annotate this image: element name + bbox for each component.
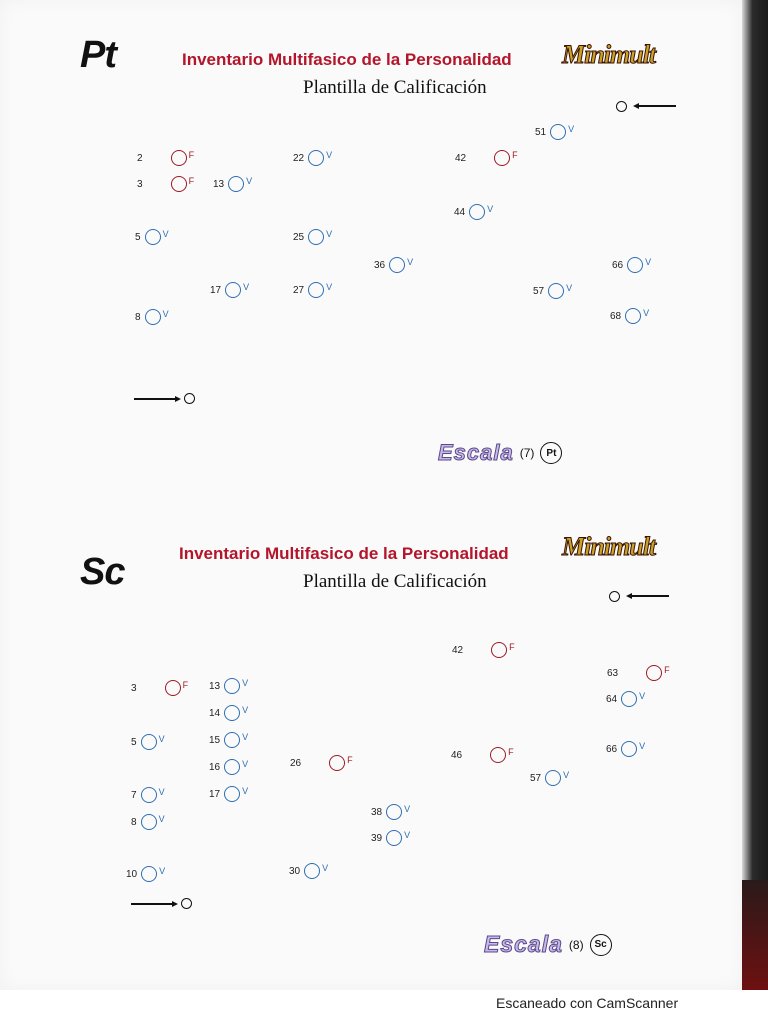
scoring-item bbox=[135, 227, 169, 247]
item-number: 5 bbox=[131, 736, 137, 748]
answer-circle bbox=[646, 665, 662, 681]
escala-block bbox=[484, 931, 612, 958]
marker-circle bbox=[616, 101, 627, 112]
scale-code-heading: Sc bbox=[80, 551, 125, 593]
item-number: 13 bbox=[213, 178, 225, 190]
scoring-item bbox=[452, 640, 515, 660]
item-number: 42 bbox=[455, 152, 467, 164]
scoring-item bbox=[610, 306, 649, 326]
answer-key-letter: V bbox=[158, 814, 165, 824]
answer-key-letter: V bbox=[326, 150, 333, 160]
scoring-item bbox=[209, 730, 248, 750]
answer-circle bbox=[224, 678, 240, 694]
item-number: 66 bbox=[612, 259, 624, 271]
scoring-item bbox=[371, 802, 410, 822]
scoring-item bbox=[209, 757, 248, 777]
scoring-item bbox=[293, 148, 332, 168]
answer-key-letter: V bbox=[645, 257, 652, 267]
answer-circle bbox=[224, 759, 240, 775]
answer-circle bbox=[386, 804, 402, 820]
answer-key-letter: V bbox=[639, 691, 646, 701]
arrow-line bbox=[134, 398, 175, 400]
scoring-item bbox=[137, 148, 194, 168]
scanner-footer: Escaneado con CamScanner bbox=[496, 995, 679, 1011]
scoring-item bbox=[533, 281, 572, 301]
answer-key-letter: V bbox=[326, 282, 333, 292]
answer-key-letter: V bbox=[566, 283, 573, 293]
answer-circle bbox=[491, 642, 507, 658]
scoring-item bbox=[455, 148, 518, 168]
answer-circle bbox=[141, 866, 157, 882]
escala-code-badge: Sc bbox=[590, 934, 612, 956]
answer-key-letter: F bbox=[188, 176, 195, 186]
scoring-item bbox=[289, 861, 328, 881]
answer-key-letter: V bbox=[243, 282, 250, 292]
answer-circle bbox=[308, 150, 324, 166]
answer-key-letter: V bbox=[639, 741, 646, 751]
inventory-title: Inventario Multifasico de la Personalidad bbox=[182, 50, 512, 69]
page-edge-red bbox=[742, 880, 768, 990]
scoring-item bbox=[209, 703, 248, 723]
marker-circle bbox=[609, 591, 620, 602]
answer-circle bbox=[145, 309, 161, 325]
answer-key-letter: V bbox=[242, 732, 249, 742]
scoring-item bbox=[606, 739, 645, 759]
item-number: 63 bbox=[607, 667, 619, 679]
scoring-item bbox=[535, 122, 574, 142]
answer-key-letter: F bbox=[509, 642, 515, 652]
answer-key-letter: V bbox=[404, 830, 411, 840]
answer-circle bbox=[389, 257, 405, 273]
answer-key-letter: V bbox=[643, 308, 650, 318]
escala-label: Escala bbox=[438, 440, 514, 465]
arrow-line bbox=[632, 595, 669, 597]
item-number: 13 bbox=[209, 680, 221, 692]
answer-key-letter: F bbox=[188, 150, 195, 160]
answer-key-letter: V bbox=[242, 678, 249, 688]
answer-circle bbox=[228, 176, 244, 192]
answer-circle bbox=[145, 229, 161, 245]
item-number: 8 bbox=[131, 816, 137, 828]
answer-circle bbox=[627, 257, 643, 273]
item-number: 36 bbox=[374, 259, 386, 271]
answer-key-letter: V bbox=[322, 863, 329, 873]
scoring-item bbox=[290, 753, 353, 773]
item-number: 7 bbox=[131, 789, 137, 801]
marker-circle bbox=[184, 393, 195, 404]
scoring-item bbox=[607, 663, 670, 683]
answer-circle bbox=[548, 283, 564, 299]
answer-circle bbox=[224, 705, 240, 721]
answer-circle bbox=[224, 732, 240, 748]
scoring-item bbox=[131, 785, 165, 805]
arrow-line bbox=[639, 105, 676, 107]
scoring-item bbox=[131, 812, 165, 832]
answer-circle bbox=[625, 308, 641, 324]
item-number: 51 bbox=[535, 126, 547, 138]
answer-circle bbox=[621, 741, 637, 757]
answer-key-letter: V bbox=[404, 804, 411, 814]
answer-key-letter: F bbox=[512, 150, 518, 160]
answer-circle bbox=[308, 229, 324, 245]
scoring-item bbox=[371, 828, 410, 848]
answer-key-letter: V bbox=[407, 257, 414, 267]
answer-key-letter: F bbox=[182, 680, 189, 690]
answer-circle bbox=[141, 734, 157, 750]
answer-circle bbox=[304, 863, 320, 879]
escala-label: Escala bbox=[484, 931, 563, 957]
item-number: 26 bbox=[290, 757, 302, 769]
item-number: 3 bbox=[137, 178, 143, 190]
item-number: 38 bbox=[371, 806, 383, 818]
answer-key-letter: V bbox=[242, 786, 249, 796]
answer-circle bbox=[386, 830, 402, 846]
item-number: 64 bbox=[606, 693, 618, 705]
answer-key-letter: V bbox=[158, 734, 165, 744]
item-number: 30 bbox=[289, 865, 301, 877]
answer-circle bbox=[141, 787, 157, 803]
answer-circle bbox=[469, 204, 485, 220]
template-subtitle: Plantilla de Calificación bbox=[303, 571, 487, 592]
answer-key-letter: V bbox=[326, 229, 333, 239]
scoring-item bbox=[451, 745, 514, 765]
item-number: 16 bbox=[209, 761, 221, 773]
scoring-item bbox=[612, 255, 651, 275]
scoring-item bbox=[209, 784, 248, 804]
answer-circle bbox=[494, 150, 510, 166]
answer-key-letter: V bbox=[158, 787, 165, 797]
answer-circle bbox=[308, 282, 324, 298]
answer-key-letter: V bbox=[568, 124, 575, 134]
answer-key-letter: V bbox=[242, 705, 249, 715]
item-number: 2 bbox=[137, 152, 143, 164]
answer-key-letter: V bbox=[487, 204, 494, 214]
marker-circle bbox=[181, 898, 192, 909]
item-number: 3 bbox=[131, 682, 137, 694]
scoring-item bbox=[213, 174, 252, 194]
scoring-item bbox=[209, 676, 248, 696]
scoring-item bbox=[530, 768, 569, 788]
answer-circle bbox=[225, 282, 241, 298]
answer-key-letter: F bbox=[347, 755, 353, 765]
minimult-logo: Minimult bbox=[562, 40, 656, 69]
scoring-item bbox=[210, 280, 249, 300]
scoring-item bbox=[131, 678, 188, 698]
scoring-item bbox=[131, 732, 165, 752]
arrow-head bbox=[172, 901, 178, 907]
item-number: 46 bbox=[451, 749, 463, 761]
answer-key-letter: V bbox=[162, 309, 169, 319]
scoring-item bbox=[135, 307, 169, 327]
answer-circle bbox=[165, 680, 181, 696]
answer-circle bbox=[171, 176, 187, 192]
answer-circle bbox=[550, 124, 566, 140]
scoring-item bbox=[374, 255, 413, 275]
item-number: 42 bbox=[452, 644, 464, 656]
item-number: 39 bbox=[371, 832, 383, 844]
answer-circle bbox=[224, 786, 240, 802]
item-number: 22 bbox=[293, 152, 305, 164]
arrow-head bbox=[175, 396, 181, 402]
scoring-item bbox=[454, 202, 493, 222]
item-number: 15 bbox=[209, 734, 221, 746]
answer-key-letter: V bbox=[242, 759, 249, 769]
arrow-line bbox=[131, 903, 172, 905]
item-number: 66 bbox=[606, 743, 618, 755]
item-number: 8 bbox=[135, 311, 141, 323]
escala-block bbox=[438, 440, 562, 466]
scoring-item bbox=[126, 864, 165, 884]
answer-circle bbox=[329, 755, 345, 771]
inventory-title: Inventario Multifasico de la Personalidad bbox=[179, 544, 509, 563]
scoring-item bbox=[137, 174, 194, 194]
scale-code-heading: Pt bbox=[80, 34, 116, 76]
answer-key-letter: F bbox=[664, 665, 670, 675]
escala-code-badge: Pt bbox=[540, 442, 562, 464]
item-number: 68 bbox=[610, 310, 622, 322]
item-number: 27 bbox=[293, 284, 305, 296]
answer-key-letter: V bbox=[162, 229, 169, 239]
minimult-logo: Minimult bbox=[562, 532, 656, 561]
page-edge-shadow bbox=[742, 0, 768, 990]
answer-key-letter: V bbox=[159, 866, 166, 876]
answer-circle bbox=[171, 150, 187, 166]
item-number: 17 bbox=[210, 284, 222, 296]
scoring-item bbox=[606, 689, 645, 709]
answer-key-letter: F bbox=[508, 747, 514, 757]
item-number: 10 bbox=[126, 868, 138, 880]
answer-key-letter: V bbox=[563, 770, 570, 780]
answer-circle bbox=[490, 747, 506, 763]
item-number: 17 bbox=[209, 788, 221, 800]
answer-circle bbox=[141, 814, 157, 830]
item-number: 57 bbox=[533, 285, 545, 297]
item-number: 14 bbox=[209, 707, 221, 719]
answer-circle bbox=[621, 691, 637, 707]
escala-number: (8) bbox=[568, 937, 584, 952]
scoring-item bbox=[293, 280, 332, 300]
item-number: 57 bbox=[530, 772, 542, 784]
item-number: 25 bbox=[293, 231, 305, 243]
escala-number: (7) bbox=[519, 446, 535, 460]
scoring-item bbox=[293, 227, 332, 247]
answer-key-letter: V bbox=[246, 176, 253, 186]
item-number: 5 bbox=[135, 231, 141, 243]
answer-circle bbox=[545, 770, 561, 786]
template-subtitle: Plantilla de Calificación bbox=[303, 77, 487, 98]
item-number: 44 bbox=[454, 206, 466, 218]
